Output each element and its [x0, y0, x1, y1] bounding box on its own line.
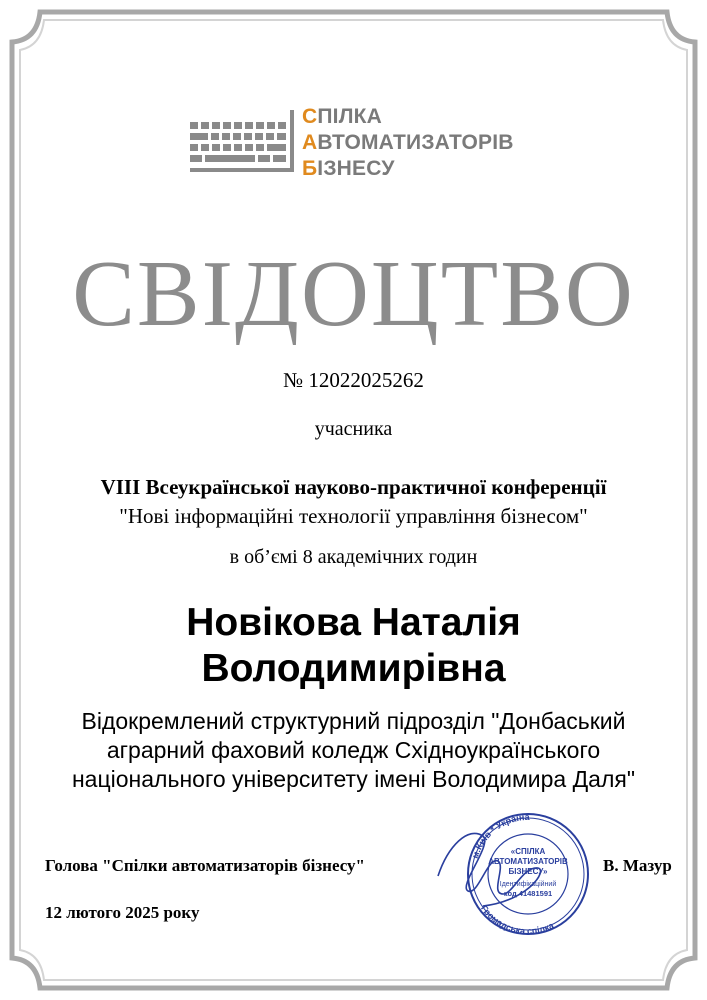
signatory-title: Голова "Спілки автоматизаторів бізнесу" — [45, 856, 365, 875]
official-stamp — [428, 806, 608, 936]
recipient-name-line1: Новікова Наталія — [186, 601, 521, 644]
svg-text:Ідентифікаційний: Ідентифікаційний — [499, 881, 557, 888]
recipient-name-line2: Володимирівна — [201, 647, 506, 690]
recipient-name — [0, 600, 707, 692]
certificate-number: № 12022025262 — [283, 368, 424, 392]
organization-line1: Відокремлений структурний підрозділ "Донбаський — [81, 708, 626, 734]
svg-text:«СПІЛКА: «СПІЛКА — [510, 847, 546, 856]
svg-text:м.Київ * Україна: м.Київ * Україна — [469, 811, 530, 860]
conference-name: "Нові інформаційні технології управління бізнесом" — [119, 504, 588, 528]
issue-date: 12 лютого 2025 року — [45, 903, 200, 922]
svg-text:код 41481591: код 41481591 — [503, 889, 553, 898]
organization — [0, 707, 707, 794]
conference-title: VIII Всеукраїнської науково-практичної конференції — [100, 475, 607, 499]
certificate-title: СВІДОЦТВО — [72, 242, 635, 346]
logo-wordmark: СПІЛКА АВТОМАТИЗАТОРІВ БІЗНЕСУ — [302, 105, 514, 180]
participant-label: учасника — [314, 418, 393, 440]
svg-text:БІЗНЕСУ»: БІЗНЕСУ» — [508, 867, 548, 876]
svg-text:Громадська спілка: Громадська спілка — [479, 903, 556, 936]
organization-line3: національного університету імені Володимира Даля" — [71, 766, 636, 792]
svg-text:АВТОМАТИЗАТОРІВ: АВТОМАТИЗАТОРІВ — [488, 857, 568, 866]
organization-line2: аграрний фаховий коледж Східноукраїнського — [106, 737, 601, 763]
signatory-name: В. Мазур — [603, 856, 672, 875]
hours-volume: в об’ємі 8 академічних годин — [229, 546, 478, 568]
